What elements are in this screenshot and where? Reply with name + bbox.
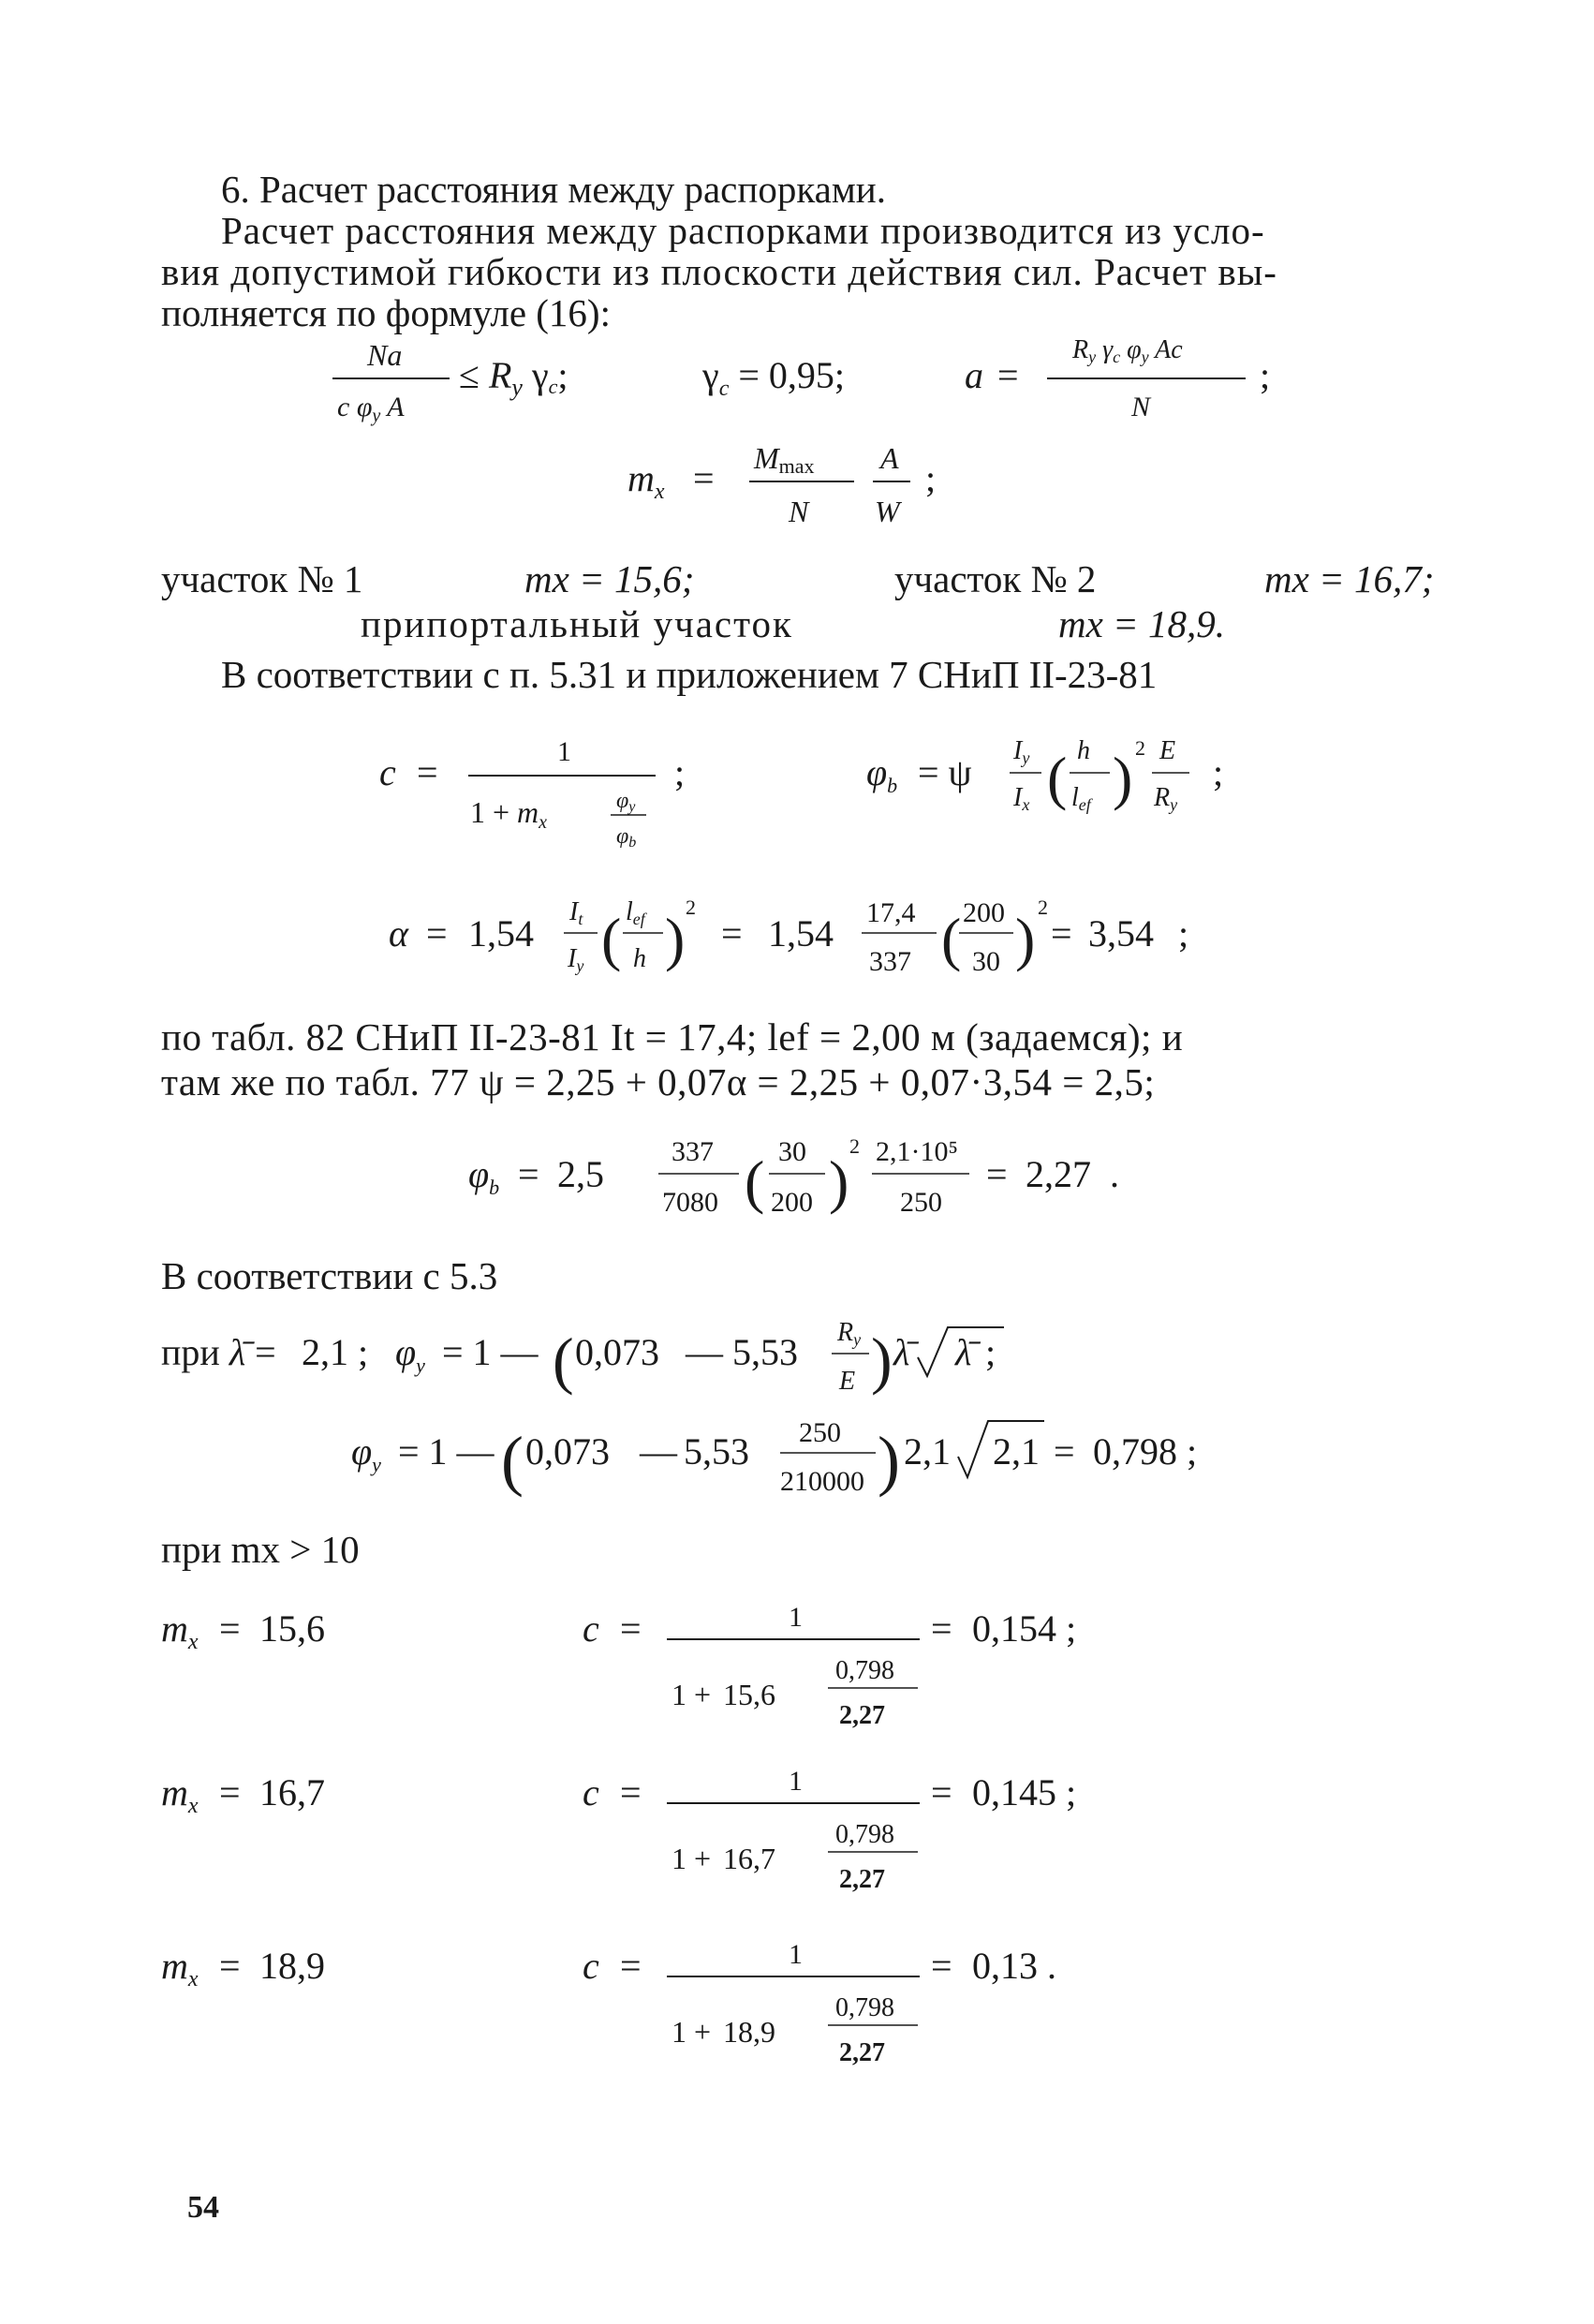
svg-text:=: = [620,1945,642,1987]
svg-text:;: ; [358,1331,369,1373]
svg-text:1: 1 [789,1766,803,1797]
svg-text:=: = [931,1771,952,1813]
svg-text:c: c [379,751,396,793]
phi-b-Iy: 337 [672,1136,714,1167]
svg-text:φy: $\varphi_y$ [395,1331,425,1377]
svg-text:A: A [880,441,899,475]
formula-phi-y-general [161,1307,1144,1410]
mx-value: 15,6 [259,1607,325,1650]
svg-text:(: ( [553,1325,574,1396]
svg-text:=: = [997,354,1019,396]
phi-b-Ix: 7080 [662,1187,718,1218]
svg-text:;: ; [1187,1430,1198,1473]
phi-y-lambda-root: 2,1 [993,1430,1040,1473]
section-1-value: mx = 15,6; [524,557,695,600]
alpha-coef: 1,54 [468,912,534,955]
section-2-label: участок № 2 [894,557,1097,600]
svg-text:=: = [219,1607,241,1650]
c-end: . [1047,1945,1056,1987]
svg-text:W: W [875,495,900,528]
svg-text:mx: $m_x$ [161,1771,199,1818]
svg-text:= ψ: = ψ [918,751,972,793]
svg-text:=: = [417,751,438,793]
svg-text:): ) [829,1148,849,1215]
svg-text:φy: $\varphi_y$ [351,1430,381,1476]
svg-text:Ix: Ix [1013,783,1030,814]
svg-text:;: ; [1178,912,1189,955]
svg-text:mx: $m_x$ [161,1945,199,1991]
svg-text:φb: φb [616,824,637,851]
phi-y-lambda: 2,1 [904,1430,951,1473]
svg-text:lef: lef [1071,783,1091,814]
c-result-row [161,1592,1191,1752]
svg-text:.: . [1110,1153,1119,1195]
svg-text:φb: $\varphi_b$ [866,751,898,797]
section-heading: 6. Расчет расстояния между распорками. [221,168,886,211]
portal-value: mx = 18,9. [1058,602,1225,645]
alpha-Iy: 337 [869,946,911,977]
paragraph-line-1: Расчет расстояния между распорками производится из усло- [221,209,1265,252]
phi-y-num: 0,798 [835,1820,894,1849]
phi-y-result: 0,798 [1093,1430,1177,1473]
paragraph-line-3: полняется по формуле (16): [161,291,611,334]
svg-text:=: = [620,1771,642,1813]
svg-text:—: — [640,1430,677,1473]
svg-text:1: 1 [557,736,571,767]
paragraph-line-2: вия допустимой гибкости из плоскости действия сил. Расчет вы- [161,250,1277,293]
svg-text:=: = [931,1945,952,1987]
alpha-lef: 200 [963,897,1005,928]
svg-text:при λ̄ =: при λ̄ = [161,1331,276,1373]
reference-53: В соответствии с 5.3 [161,1254,498,1297]
alpha-h: 30 [972,946,1000,977]
svg-text:1: 1 [789,1602,803,1633]
svg-text:Ry: Ry [837,1318,862,1349]
page-number: 54 [187,2190,219,2225]
svg-text:γc = 0,95;: $\gamma_c = 0,95$; [702,354,846,401]
svg-text:c: c [583,1771,599,1813]
phi-b-den: 2,27 [839,1701,885,1730]
svg-text:(: ( [1047,745,1068,811]
formula-phi-b-calc [464,1119,1232,1241]
svg-text:1: 1 [789,1939,803,1970]
svg-text:=: = [986,1153,1008,1195]
table-82-line: по табл. 82 СНиП II-23-81 It = 17,4; lef = 2,00 м (задаемся); и [161,1015,1184,1058]
section-2-value: mx = 16,7; [1264,557,1435,600]
svg-text:): ) [1113,745,1133,811]
svg-text:φb: $\varphi_b$ [468,1153,500,1199]
svg-text:φy: φy [616,789,636,815]
formula-c-phi-b [365,721,1302,871]
table-77-line: там же по табл. 77 ψ = 2,25 + 0,07α = 2,25 + 0,07·3,54 = 2,5; [161,1060,1156,1103]
svg-text:E: E [1159,736,1176,765]
svg-text:α: α [389,912,408,955]
phi-y-E: 210000 [780,1466,864,1497]
svg-text:): ) [871,1325,893,1396]
svg-text:E: E [839,1367,856,1396]
svg-text:;: ; [1213,751,1224,793]
svg-text:1 +: 1 + [672,1678,712,1711]
mx-denominator: 18,9 [723,2015,775,2049]
svg-text:λ̄: λ̄ [955,1331,972,1373]
svg-text:): ) [1015,906,1036,972]
svg-text:N: N [1131,392,1151,422]
svg-text:Ry: Ry [1154,783,1178,814]
svg-text:2: 2 [1135,736,1145,760]
svg-text:c: c [583,1945,599,1987]
mx-value: 18,9 [259,1945,325,1987]
svg-text:2: 2 [686,896,696,919]
phi-b-den: 2,27 [839,1865,885,1894]
svg-text:;: ; [1260,354,1271,396]
mx-denominator: 16,7 [723,1842,775,1875]
svg-text:Iy: Iy [568,944,584,975]
c-result-row [161,1930,1191,2089]
formula-phi-y-calc [351,1400,1288,1522]
svg-text:It: It [569,897,583,928]
svg-text:=: = [426,912,448,955]
svg-text:1 + mx: 1 + mx [470,795,548,833]
svg-text:≤ Ry γc;: ≤ $R_y$ γc; [459,354,568,401]
c-value: 0,13 [972,1945,1038,1987]
phi-y-Ry: 250 [799,1417,841,1448]
svg-text:Na: Na [367,338,403,372]
svg-text:lef: lef [626,897,645,928]
svg-text:(: ( [601,906,622,972]
mx-value: 16,7 [259,1771,325,1813]
svg-text:=: = [721,912,743,955]
phi-y-num: 0,798 [835,1993,894,2022]
svg-text:;: ; [985,1331,996,1373]
svg-text:(: ( [941,906,962,972]
svg-text:Iy: Iy [1013,736,1030,767]
c-end: ; [1066,1607,1077,1650]
svg-text:=: = [931,1607,952,1650]
svg-text:mx: $m_x$ [161,1607,199,1654]
svg-text:c: c [583,1607,599,1650]
phi-b-den: 2,27 [839,2038,885,2067]
svg-text:): ) [878,1423,900,1498]
svg-text:h: h [1077,736,1090,765]
svg-text:=: = [693,457,715,499]
phi-y-coef2: 5,53 [732,1331,798,1373]
svg-text:1 +: 1 + [672,2015,712,2049]
svg-text:= 1 —: = 1 — [442,1331,539,1373]
svg-text:=: = [1054,1430,1075,1473]
condition-mx: при mx > 10 [161,1528,360,1571]
alpha-coef-2: 1,54 [768,912,834,955]
portal-label: припортальный участок [361,602,793,645]
svg-text:;: ; [674,751,686,793]
svg-text:=: = [1051,912,1072,955]
lambda-value: 2,1 [302,1331,348,1373]
svg-text:=: = [620,1607,642,1650]
phi-b-h: 30 [778,1136,806,1167]
phi-b-psi: 2,5 [557,1153,604,1195]
phi-b-Ry: 250 [900,1187,942,1218]
mx-denominator: 15,6 [723,1678,775,1711]
svg-text:c φy A: c $\varphi_y$ A [337,392,405,426]
svg-text:Mmax: Mmax [754,441,815,478]
svg-text:= 1 —: = 1 — [398,1430,494,1473]
svg-text:a: a [965,354,983,396]
svg-text:mx: $m_x$ [627,457,665,504]
phi-y-calc-coef2: 5,53 [684,1430,749,1473]
svg-text:λ̄: λ̄ [893,1331,910,1373]
svg-text:(: ( [501,1423,524,1498]
svg-text:N: N [789,495,809,528]
c-result-row [161,1756,1191,1916]
phi-y-coef1: 0,073 [575,1331,659,1373]
svg-text:2: 2 [1038,896,1048,919]
svg-text:;: ; [925,457,937,499]
svg-text:—: — [686,1331,723,1373]
svg-text:=: = [219,1771,241,1813]
alpha-result: 3,54 [1088,912,1154,955]
svg-text:=: = [518,1153,539,1195]
formula-alpha [384,881,1246,1002]
phi-y-num: 0,798 [835,1656,894,1685]
c-value: 0,145 [972,1771,1056,1813]
svg-text:Ry γc φy Ac: Ry γc φy Ac [1072,335,1183,366]
phi-y-calc-coef1: 0,073 [525,1430,610,1473]
svg-text:=: = [219,1945,241,1987]
phi-b-lef: 200 [771,1187,813,1218]
c-end: ; [1066,1771,1077,1813]
svg-text:1 +: 1 + [672,1842,712,1875]
svg-text:h: h [633,944,646,973]
alpha-It: 17,4 [866,897,916,928]
phi-b-result: 2,27 [1026,1153,1091,1195]
phi-b-E: 2,1·10⁵ [876,1136,958,1167]
c-value: 0,154 [972,1607,1056,1650]
section-1-label: участок № 1 [161,557,363,600]
svg-text:): ) [665,906,686,972]
formula-16-condition [328,330,1311,433]
svg-text:2: 2 [849,1134,860,1158]
svg-text:(: ( [745,1148,765,1215]
reference-531: В соответствии с п. 5.31 и приложением 7 СНиП II-23-81 [221,653,1158,696]
formula-mx [618,433,993,536]
